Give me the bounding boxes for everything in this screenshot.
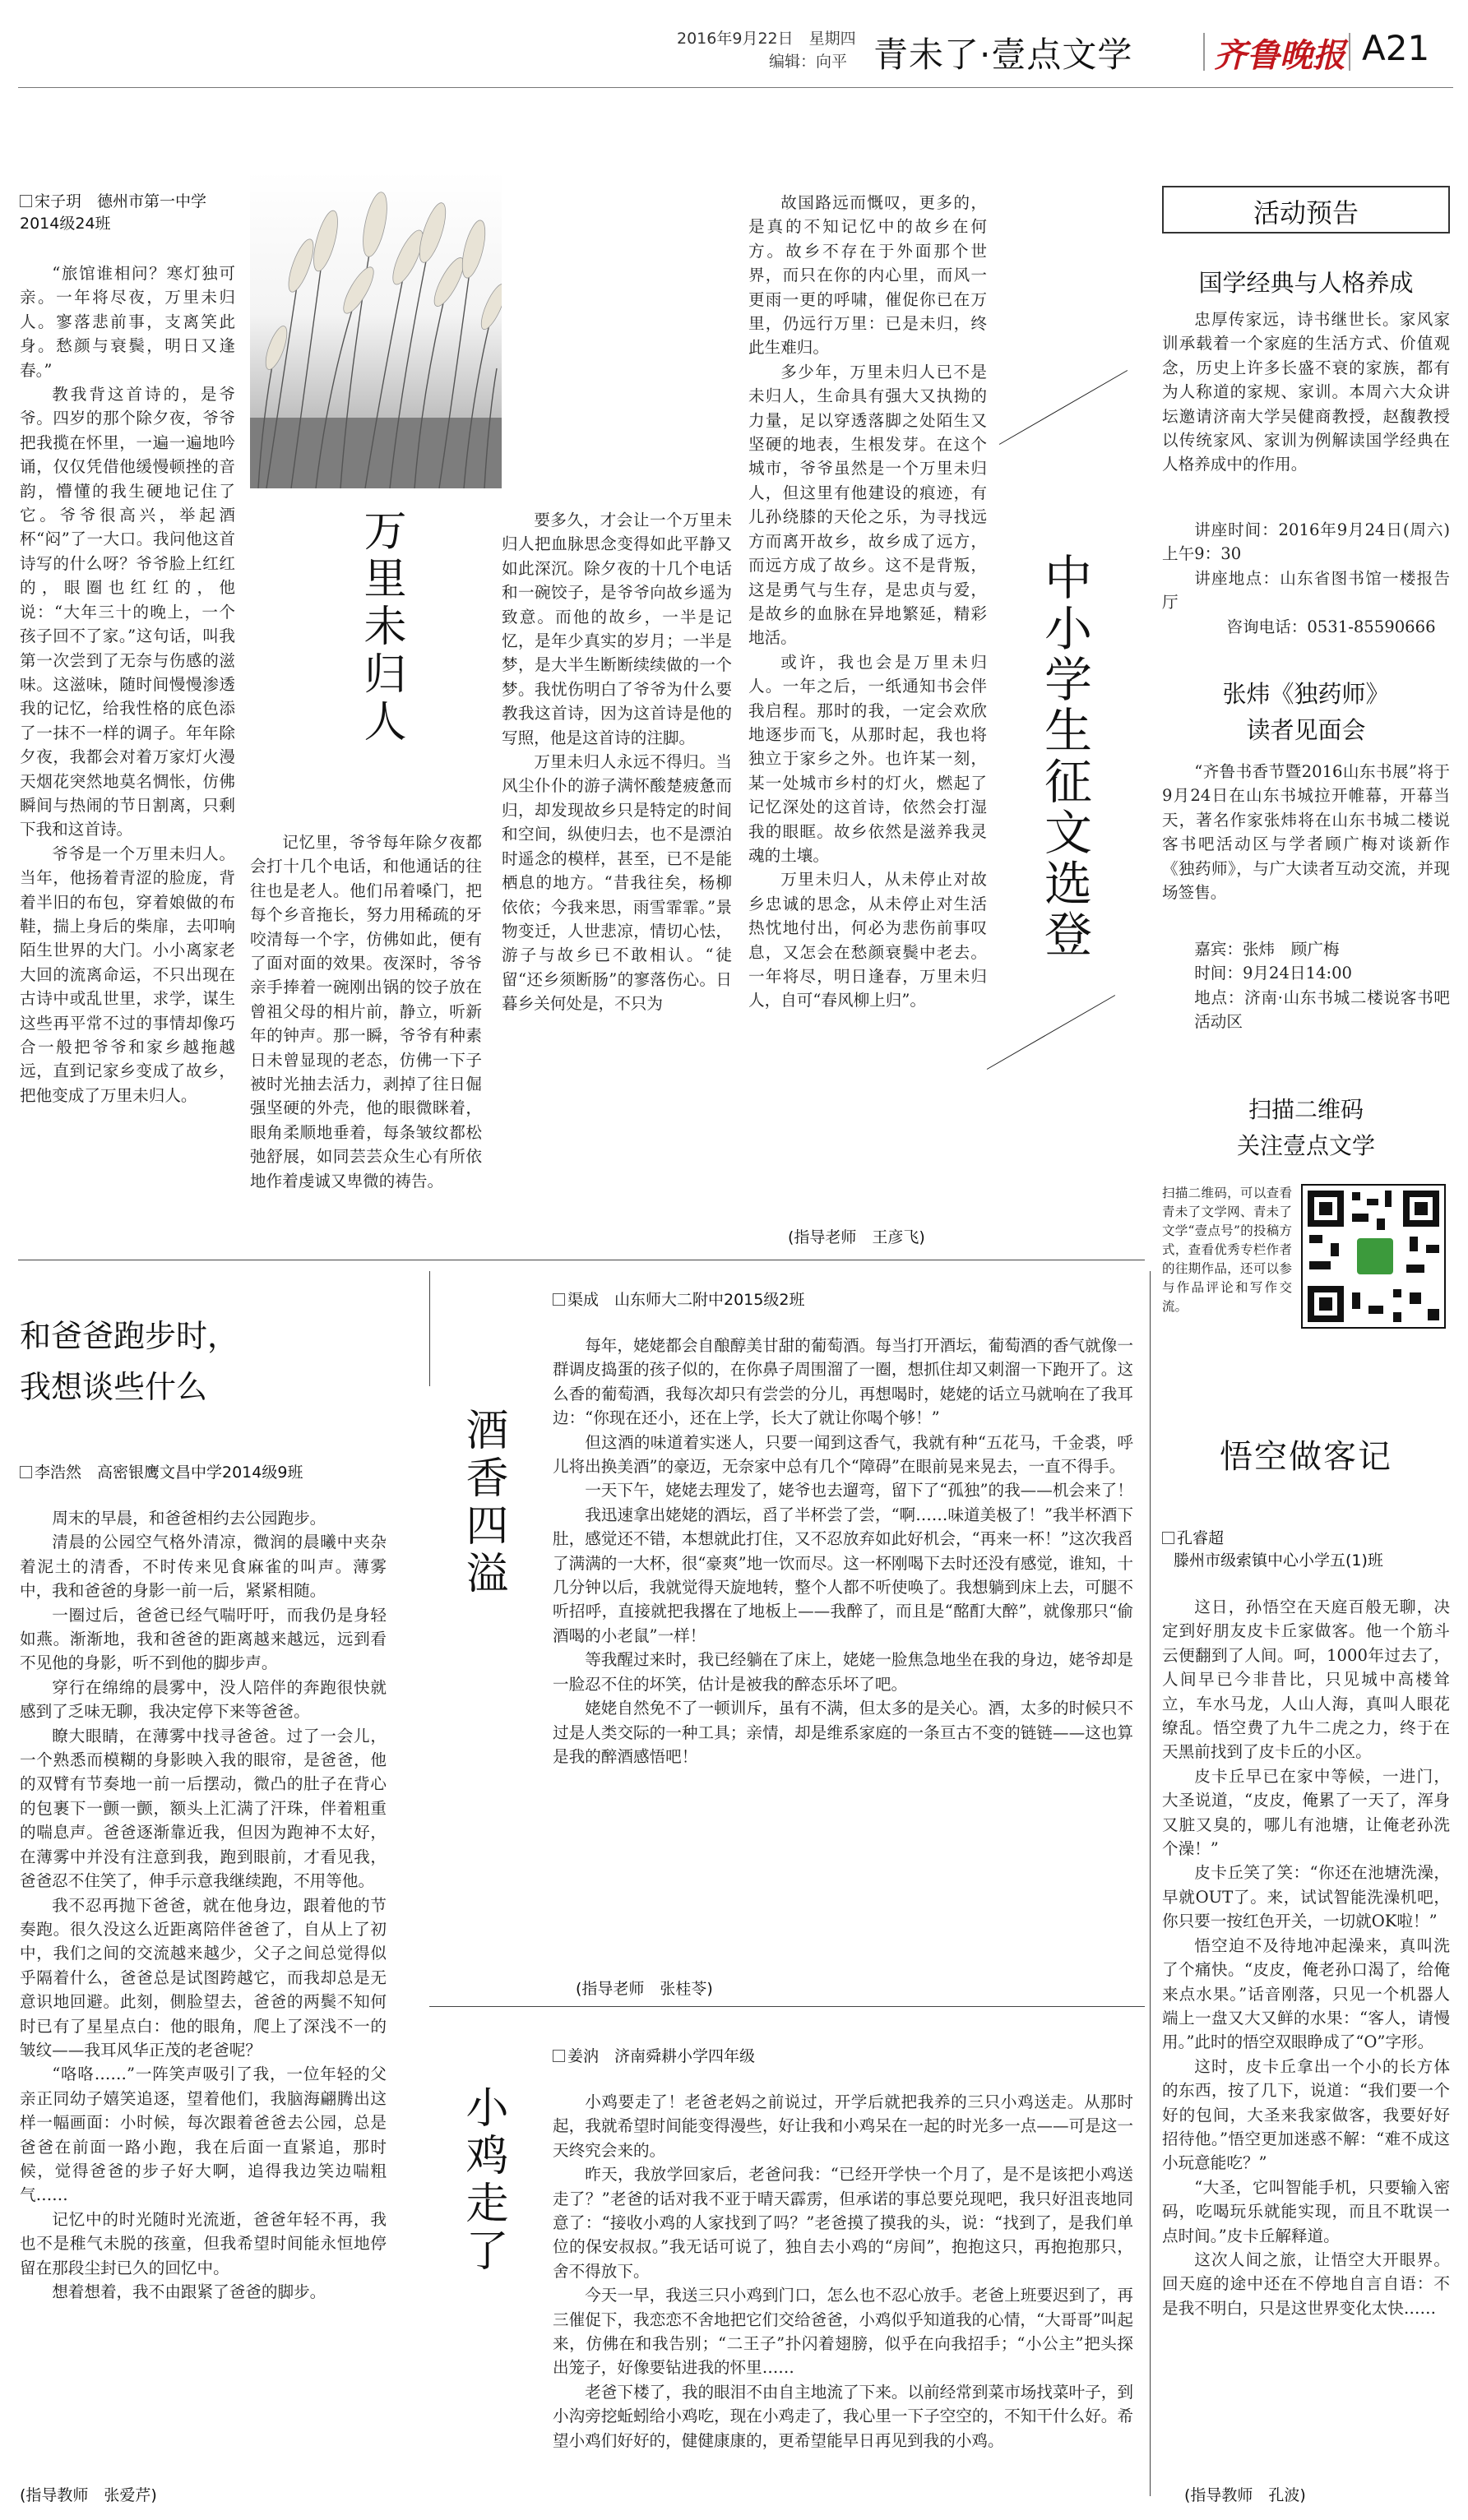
article2-title-line2: 我想谈些什么 — [20, 1369, 208, 1405]
event1-place: 讲座地点：山东省图书馆一楼报告厅 — [1162, 568, 1450, 613]
pampas-grass-icon — [250, 171, 502, 488]
paragraph: 想着想着，我不由跟紧了爸爸的脚步。 — [52, 2282, 326, 2301]
article1-title: 万里未归人 — [356, 508, 405, 747]
article3-4-separator — [429, 2006, 1145, 2007]
column-banner-title: 中小学生征文选登 — [1036, 553, 1092, 960]
paragraph: 但这酒的味道着实迷人，只要一闻到这香气，我就有种“五花马，千金裘，呼儿将出换美酒”的豪迈，无奈家中总有几个“障碍”在眼前晃来晃去，一直不得手。 — [553, 1432, 1133, 1477]
paragraph: 故国路远而慨叹，更多的，是真的不知记忆中的故乡在何方。故乡不存在于外面那个世界，而只在你的内心里，而风一更雨一更的呼啸，催促你已在万里，仍远行万里：已是未归，终此生难归。 — [748, 193, 987, 358]
event1-title: 国学经典与人格养成 — [1198, 269, 1414, 297]
byline-box-icon — [20, 1466, 32, 1478]
paragraph: “咯咯……”一阵笑声吸引了我，一位年轻的父亲正同幼子嬉笑追逐，望着他们，我脑海翩腾出这样一幅画面：小时候，每次跟着爸爸去公园，总是爸爸在前面一路小跑，我在后面一直紧追，那时候，觉得爸爸的步子好大啊，追得我边笑边喘粗气…… — [20, 2065, 387, 2205]
paragraph: “齐鲁书香节暨2016山东书展”将于9月24日在山东书城拉开帷幕，开幕当天，著名作家张炜将在山东书城二楼说客书吧活动区与学者顾广梅对谈新作《独药师》，与广大读者互动交流，并现场签售。 — [1162, 762, 1450, 903]
event2-title-line2: 读者见面会 — [1246, 716, 1366, 744]
pampas-grass-photo — [250, 171, 502, 488]
paragraph: 这日，孙悟空在天庭百般无聊，决定到好朋友皮卡丘家做客。他一个筋斗云便翻到了人间。呵，1000年过去了，人间早已今非昔比，只见城中高楼耸立，车水马龙，人山人海，真叫人眼花缭乱。悟空费了九牛二虎之力，终于在天黑前找到了皮卡丘的小区。 — [1162, 1598, 1450, 1762]
paragraph: “旅馆谁相问？寒灯独可亲。一年将尽夜，万里未归人。寥落悲前事，支离笑此身。愁颜与衰鬓，明日又逢春。” — [20, 264, 235, 380]
paragraph: 姥姥自然免不了一顿训斥，虽有不满，但太多的是关心。酒，太多的时候只不过是人类交际的一种工具；亲情，却是维系家庭的一条亘古不变的链链——这也算是我的醉酒感悟吧！ — [553, 1699, 1133, 1766]
banner-rule-bottom — [987, 995, 1115, 1070]
qr-code-icon[interactable] — [1301, 1184, 1446, 1329]
paragraph: 教我背这首诗的，是爷爷。四岁的那个除夕夜，爷爷把我揽在怀里，一遍一遍地吟诵，仅仅凭借他缓慢顿挫的音韵，懵懂的我生硬地记住了它。爷爷很高兴，举起酒杯“闷”了一大口。我问他这首诗写的什么呀？爷爷脸上红红的，眼圈也红红的，他说：“大年三十的晚上，一个孩子回不了家。”这句话，叫我第一次尝到了无奈与伤感的滋味。这滋味，随时间慢慢渗透我的记忆，给我性格的底色添了一抹不一样的调子。年年除夕夜，我都会对着万家灯火漫天烟花突然地莫名惆怅，仿佛瞬间与热闹的节日割离，只剩下我和这首诗。 — [20, 385, 235, 839]
paragraph: 等我醒过来时，我已经躺在了床上，姥姥一脸焦急地坐在我的身边，姥爷却是一脸忍不住的坏笑，估计是被我的醉态乐坏了吧。 — [553, 1650, 1133, 1694]
article5-byline-name: 孔睿超 — [1177, 1529, 1225, 1547]
event2-body — [1162, 760, 1450, 932]
event1-details — [1162, 518, 1450, 641]
paragraph: 一天下午，姥姥去理发了，姥爷也去遛弯，留下了“孤独”的我——机会来了！ — [585, 1481, 1133, 1500]
masthead-divider — [1203, 33, 1205, 71]
event2-time: 时间：9月24日14:00 — [1194, 964, 1353, 983]
article1-byline — [20, 191, 235, 240]
qr-title-line2: 关注壹点文学 — [1236, 1132, 1375, 1159]
article1-byline-text: 宋子玥 德州市第一中学2014级24班 — [20, 192, 207, 233]
article5-byline-school: 滕州市级索镇中心小学五(1)班 — [1174, 1551, 1383, 1570]
event1-phone: 咨询电话：0531-85590666 — [1226, 617, 1436, 636]
masthead-date — [677, 26, 856, 49]
paragraph: 清晨的公园空气格外清凉，微润的晨曦中夹杂着泥土的清香，不时传来见食麻雀的叫声。薄雾中，我和爸爸的身影一前一后，紧紧相随。 — [20, 1533, 387, 1601]
article3-byline — [553, 1289, 1046, 1314]
article3-rule-left — [429, 1271, 430, 1386]
masthead-divider-2 — [1349, 33, 1350, 71]
paragraph: 穿行在绵绵的晨雾中，没人陪伴的奔跑很快就感到了乏味无聊，我决定停下来等爸爸。 — [20, 1677, 387, 1722]
event2-title-line1: 张炜《独药师》 — [1222, 680, 1390, 708]
paragraph: 老爸下楼了，我的眼泪不由自主地流了下来。以前经常到菜市场找菜叶子，到小沟旁挖蚯蚓给小鸡吃，现在小鸡走了，我心里一下子空空的，不知干什么好。希望小鸡们好好的，健健康康的，更希望能早日再见到我的小鸡。 — [553, 2382, 1133, 2450]
event1-time: 讲座时间：2016年9月24日(周六)上午9：30 — [1162, 520, 1450, 564]
section-title: 青未了·壹点文学 — [873, 35, 1133, 75]
article3-teacher: (指导老师 张桂苓) — [576, 1980, 713, 1998]
event1-body — [1162, 307, 1450, 521]
paragraph: 这时，皮卡丘拿出一个小的长方体的东西，按了几下，说道：“我们要一个好的包间，大圣来我家做客，我要好好招待他。”悟空更加迷惑不解：“难不成这小玩意能吃？” — [1162, 2056, 1450, 2173]
event2-guests: 嘉宾：张炜 顾广梅 — [1194, 940, 1340, 959]
article5-body — [1162, 1595, 1450, 2463]
weekday-text: 星期四 — [808, 30, 856, 48]
paragraph: 这次人间之旅，让悟空大开眼界。回天庭的途中还在不停地自言自语：不是我不明白，只是这世界变化太快…… — [1162, 2250, 1450, 2318]
article2-body — [20, 1506, 387, 2472]
paragraph: 皮卡丘早已在家中等候，一进门，大圣说道，“皮皮，俺累了一天了，浑身又脏又臭的，哪儿有池塘，让俺老孙洗个澡！” — [1162, 1766, 1450, 1859]
paragraph: 瞭大眼睛，在薄雾中找寻爸爸。过了一会儿，一个熟悉而模糊的身影映入我的眼帘，是爸爸，他的双臂有节奏地一前一后摆动，微凸的肚子在背心的包裹下一颤一颤，额头上汇满了汗珠，伴着粗重的喘息声。爸爸逐渐靠近我，但因为跑神不太好，在薄雾中并没有注意到我，跑到眼前，才看见我，爸爸忍不住笑了，伸手示意我继续跑，不用等他。 — [20, 1726, 387, 1891]
paragraph: 一圈过后，爸爸已经气喘吁吁，而我仍是身轻如燕。渐渐地，我和爸爸的距离越来越远，远到看不见他的身影，听不到他的脚步声。 — [20, 1605, 387, 1673]
paragraph: 万里未归人永远不得归。当风尘仆仆的游子满怀酸楚疲惫而归，却发现故乡只是特定的时间和空间，纵使归去，也不是漂泊时遥念的模样，甚至，已不是能栖息的地方。“昔我往矣，杨柳依依；今我来思，雨雪霏霏。”景物变迁，人世悲凉，情切心怯，游子与故乡已不敢相认。“徒留“还乡须断肠”的寥落伤心。日暮乡关何处是，不只为 — [502, 752, 732, 1014]
paper-logo: 齐鲁晚报 — [1214, 36, 1345, 75]
sidebar-heading: 活动预告 — [1253, 197, 1359, 229]
byline-box-icon — [553, 2050, 565, 2062]
masthead-editor: 编辑：向平 — [769, 53, 848, 71]
article2-byline-text: 李浩然 高密银鹰文昌中学2014级9班 — [35, 1463, 303, 1482]
paragraph: 忠厚传家远，诗书继世长。家风家训承载着一个家庭的生活方式、价值观念，历史上许多长盛不衰的家族，都有为人称道的家规、家训。本周六大众讲坛邀请济南大学吴健商教授，赵馥教授以传统家风、家训为例解读国学经典在人格养成中的作用。 — [1162, 310, 1450, 474]
article4-byline — [553, 2046, 1046, 2070]
article3-body — [553, 1334, 1133, 1921]
byline-box-icon — [20, 195, 32, 207]
paragraph: 周末的早晨，和爸爸相约去公园跑步。 — [52, 1509, 326, 1528]
article2-teacher: (指导教师 张爱芹) — [20, 2486, 157, 2504]
paragraph: 今天一早，我送三只小鸡到门口，怎么也不忍心放手。老爸上班要迟到了，再三催促下，我恋恋不舍地把它们交给爸爸，小鸡似乎知道我的心情，“大哥哥”叫起来，仿佛在和我告别；“二王子”扑闪着翅膀，似乎在向我招手；“小公主”把头探出笼子，好像要钻进我的怀里…… — [553, 2286, 1133, 2378]
article5-teacher: (指导教师 孔波) — [1184, 2486, 1306, 2504]
article1-teacher: (指导老师 王彦飞) — [788, 1228, 925, 1246]
paragraph: 昨天，我放学回家后，老爸问我：“已经开学快一个月了，是不是该把小鸡送走了？”老爸的话对我不亚于晴天霹雳，但承诺的事总要兑现吧，我只好沮丧地同意了：“接收小鸡的人家找到了吗？”老爸摸了摸我的头，说：“找到了，是我们单位的保安叔叔。”我无话可说了，独自去小鸡的“房间”，抱抱这只，再抱抱那只，舍不得放下。 — [553, 2165, 1133, 2281]
masthead-rule — [18, 87, 1453, 88]
paragraph: 要多久，才会让一个万里未归人把血脉思念变得如此平静又如此深沉。除夕夜的十几个电话和一碗饺子，是爷爷向故乡遥为致意。而他的故乡，一半是记忆，是年少真实的岁月；一半是梦，是大半生断断续续做的一个梦。我忧伤明白了爷爷为什么要教我这首诗，因为这首诗是他的写照，他是这首诗的注脚。 — [502, 511, 732, 747]
paragraph: 爷爷是一个万里未归人。当年，他扬着青涩的脸庞，背着半旧的布包，穿着娘做的布鞋，揣上身后的柴扉，去叩响陌生世界的大门。小小离家老大回的流离命运，不只出现在古诗中或乱世里，求学，谋生这些再平常不过的事情却像巧合一般把爷爷和家乡越拖越远，直到记家乡变成了故乡，把他变成了万里未归人。 — [20, 844, 235, 1105]
event2-details — [1162, 937, 1450, 1036]
article4-title: 小鸡走了 — [458, 2085, 507, 2276]
date-text: 2016年9月22日 — [677, 30, 794, 48]
article2-title-line1: 和爸爸跑步时， — [20, 1318, 239, 1354]
article5-title: 悟空做客记 — [1220, 1438, 1392, 1476]
byline-box-icon — [1162, 1532, 1174, 1544]
article5-byline — [1162, 1528, 1450, 1577]
article4-body — [553, 2090, 1133, 2508]
qr-title-line1: 扫描二维码 — [1248, 1096, 1364, 1123]
paragraph: 皮卡丘笑了笑：“你还在池塘洗澡，早就OUT了。来，试试智能洗澡机吧，你只要一按红色开关，一切就OK啦！” — [1162, 1863, 1450, 1931]
paragraph: 每年，姥姥都会自酿醇美甘甜的葡萄酒。每当打开酒坛，葡萄酒的香气就像一群调皮捣蛋的孩子似的，在你鼻子周围溜了一圈，想抓住却又刺溜一下跑开了。这么香的葡萄酒，我每次却只有尝尝的分儿，再想喝时，姥姥的话立马就响在了我耳边：“你现在还小，还在上学，长大了就让你喝个够！” — [553, 1336, 1133, 1428]
article5-rule — [1150, 1271, 1151, 2496]
article3-byline-text: 渠成 山东师大二附中2015级2班 — [567, 1291, 805, 1309]
paragraph: 我不忍再抛下爸爸，就在他身边，跟着他的节奏跑。很久没这么近距离陪伴爸爸了，自从上了初中，我们之间的交流越来越少，父子之间总觉得似乎隔着什么，爸爸总是试图跨越它，而我却总是无意识地回避。此刻，側脸望去，爸爸的两鬓不知何时已有了星星点白：他的眼角，爬上了深浅不一的皱纹——我耳风华正茂的老爸呢？ — [20, 1895, 387, 2060]
article3-title: 酒香四溢 — [458, 1408, 507, 1598]
paragraph: 万里未归人，从未停止对故乡忠诚的思念，从未停止对生活热忱地付出，何必为悲伤前事叹息，又怎会在愁颜衰鬓中老去。一年将尽，明日逢春，万里未归人，自可“春风柳上归”。 — [748, 870, 987, 1010]
paragraph: 小鸡要走了！老爸老妈之前说过，开学后就把我养的三只小鸡送走。从那时起，我就希望时间能变得漫些，好让我和小鸡呆在一起的时光多一点——可是这一天终究会来的。 — [553, 2092, 1133, 2160]
page-number: A21 — [1362, 28, 1430, 68]
paragraph: “大圣，它叫智能手机，只要输入密码，吃喝玩乐就能实现，而且不耽误一点时间。”皮卡丘解释道。 — [1162, 2177, 1450, 2245]
masthead — [0, 0, 1468, 90]
event2-place: 地点：济南·山东书城二楼说客书吧活动区 — [1194, 987, 1450, 1032]
banner-rule-top — [999, 370, 1128, 445]
article1-column-1 — [20, 261, 235, 1245]
byline-box-icon — [553, 1293, 565, 1306]
paragraph: 记忆中的时光随时光流逝，爸爸年轻不再，我也不是稚气未脱的孩童，但我希望时间能永恒地停留在那段尘封已久的回忆中。 — [20, 2209, 387, 2277]
article2-byline — [20, 1462, 398, 1487]
article1-column-3 — [748, 191, 987, 1222]
paragraph: 记忆里，爷爷每年除夕夜都会打十几个电话，和他通话的往往也是老人。他们吊着嗓门，把每个乡音拖长，努力用稀疏的牙咬清每一个字，仿佛如此，便有了面对面的效果。夜深时，爷爷亲手捧着一碗刚出锅的饺子放在曾祖父母的相片前，静立，听新年的钟声。那一瞬，爷爷有种素日未曾显现的老态，仿佛一下子被时光抽去活力，剥掉了往日倔强坚硬的外壳，他的眼微眯着，眼角柔顺地垂着，每条皱纹都松弛舒展，如同芸芸众生心有所依地作着虔诚又卑微的祷告。 — [250, 833, 482, 1191]
article1-column-2b — [502, 508, 732, 1248]
paragraph: 悟空迫不及待地冲起澡来，真叫洗了个痛快。“皮皮，俺老孙口渴了，给俺来点水果。”话音刚落，只见一个机器人端上一盘又大又鲜的水果：“客人，请慢用。”此时的悟空双眼睁成了“O”字形。 — [1162, 1935, 1450, 2052]
qr-description: 扫描二维码，可以查看青未了文学网、青未了文学“壹点号”的投稿方式，查看优秀专栏作者的往期作品，还可以参与作品评论和写作交流。 — [1162, 1186, 1292, 1314]
paragraph: 多少年，万里未归人已不是未归人，生命具有强大又执拗的力量，足以穿透落脚之处陌生又坚硬的地表，生根发芽。在这个城市，爷爷虽然是一个万里未归人，但这里有他建设的痕迹，有儿孙绕膝的天伦之乐，为寻找远方而离开故乡，故乡成了远方，而远方成了故乡。这不是背叛，这是勇气与生存，是忠贞与爱，是故乡的血脉在异地繁延，精彩地活。 — [748, 362, 987, 648]
paragraph: 我迅速拿出姥姥的酒坛，舀了半杯尝了尝，“啊……味道美极了！”我半杯酒下肚，感觉还不错，本想就此打住，又不忍放弃如此好机会，“再来一杯！”这次我舀了满满的一大杯，很“豪爽”地一饮而尽。这一杯刚喝下去时还没有感觉，谁知，十几分钟以后，我就觉得天旋地转，整个人都不听使唤了。我想躺到床上去，可腿不听招呼，直接就把我撂在了地板上——我醉了，而且是“酩酊大醉”，就像那只“偷酒喝的小老鼠”一样！ — [553, 1505, 1133, 1645]
article4-byline-text: 姜汭 济南舜耕小学四年级 — [567, 2047, 756, 2065]
article1-column-2 — [250, 830, 482, 1248]
paragraph: 或许，我也会是万里未归人。一年之后，一纸通知书会伴我启程。那时的我，一定会欢欣地逐步而飞，从那时起，我也将独立于家乡之外。也许某一刻，某一处城市乡村的灯火，燃起了记忆深处的这首诗，依然会打湿我的眼眶。故乡依然是滋养我灵魂的土壤。 — [748, 652, 987, 865]
